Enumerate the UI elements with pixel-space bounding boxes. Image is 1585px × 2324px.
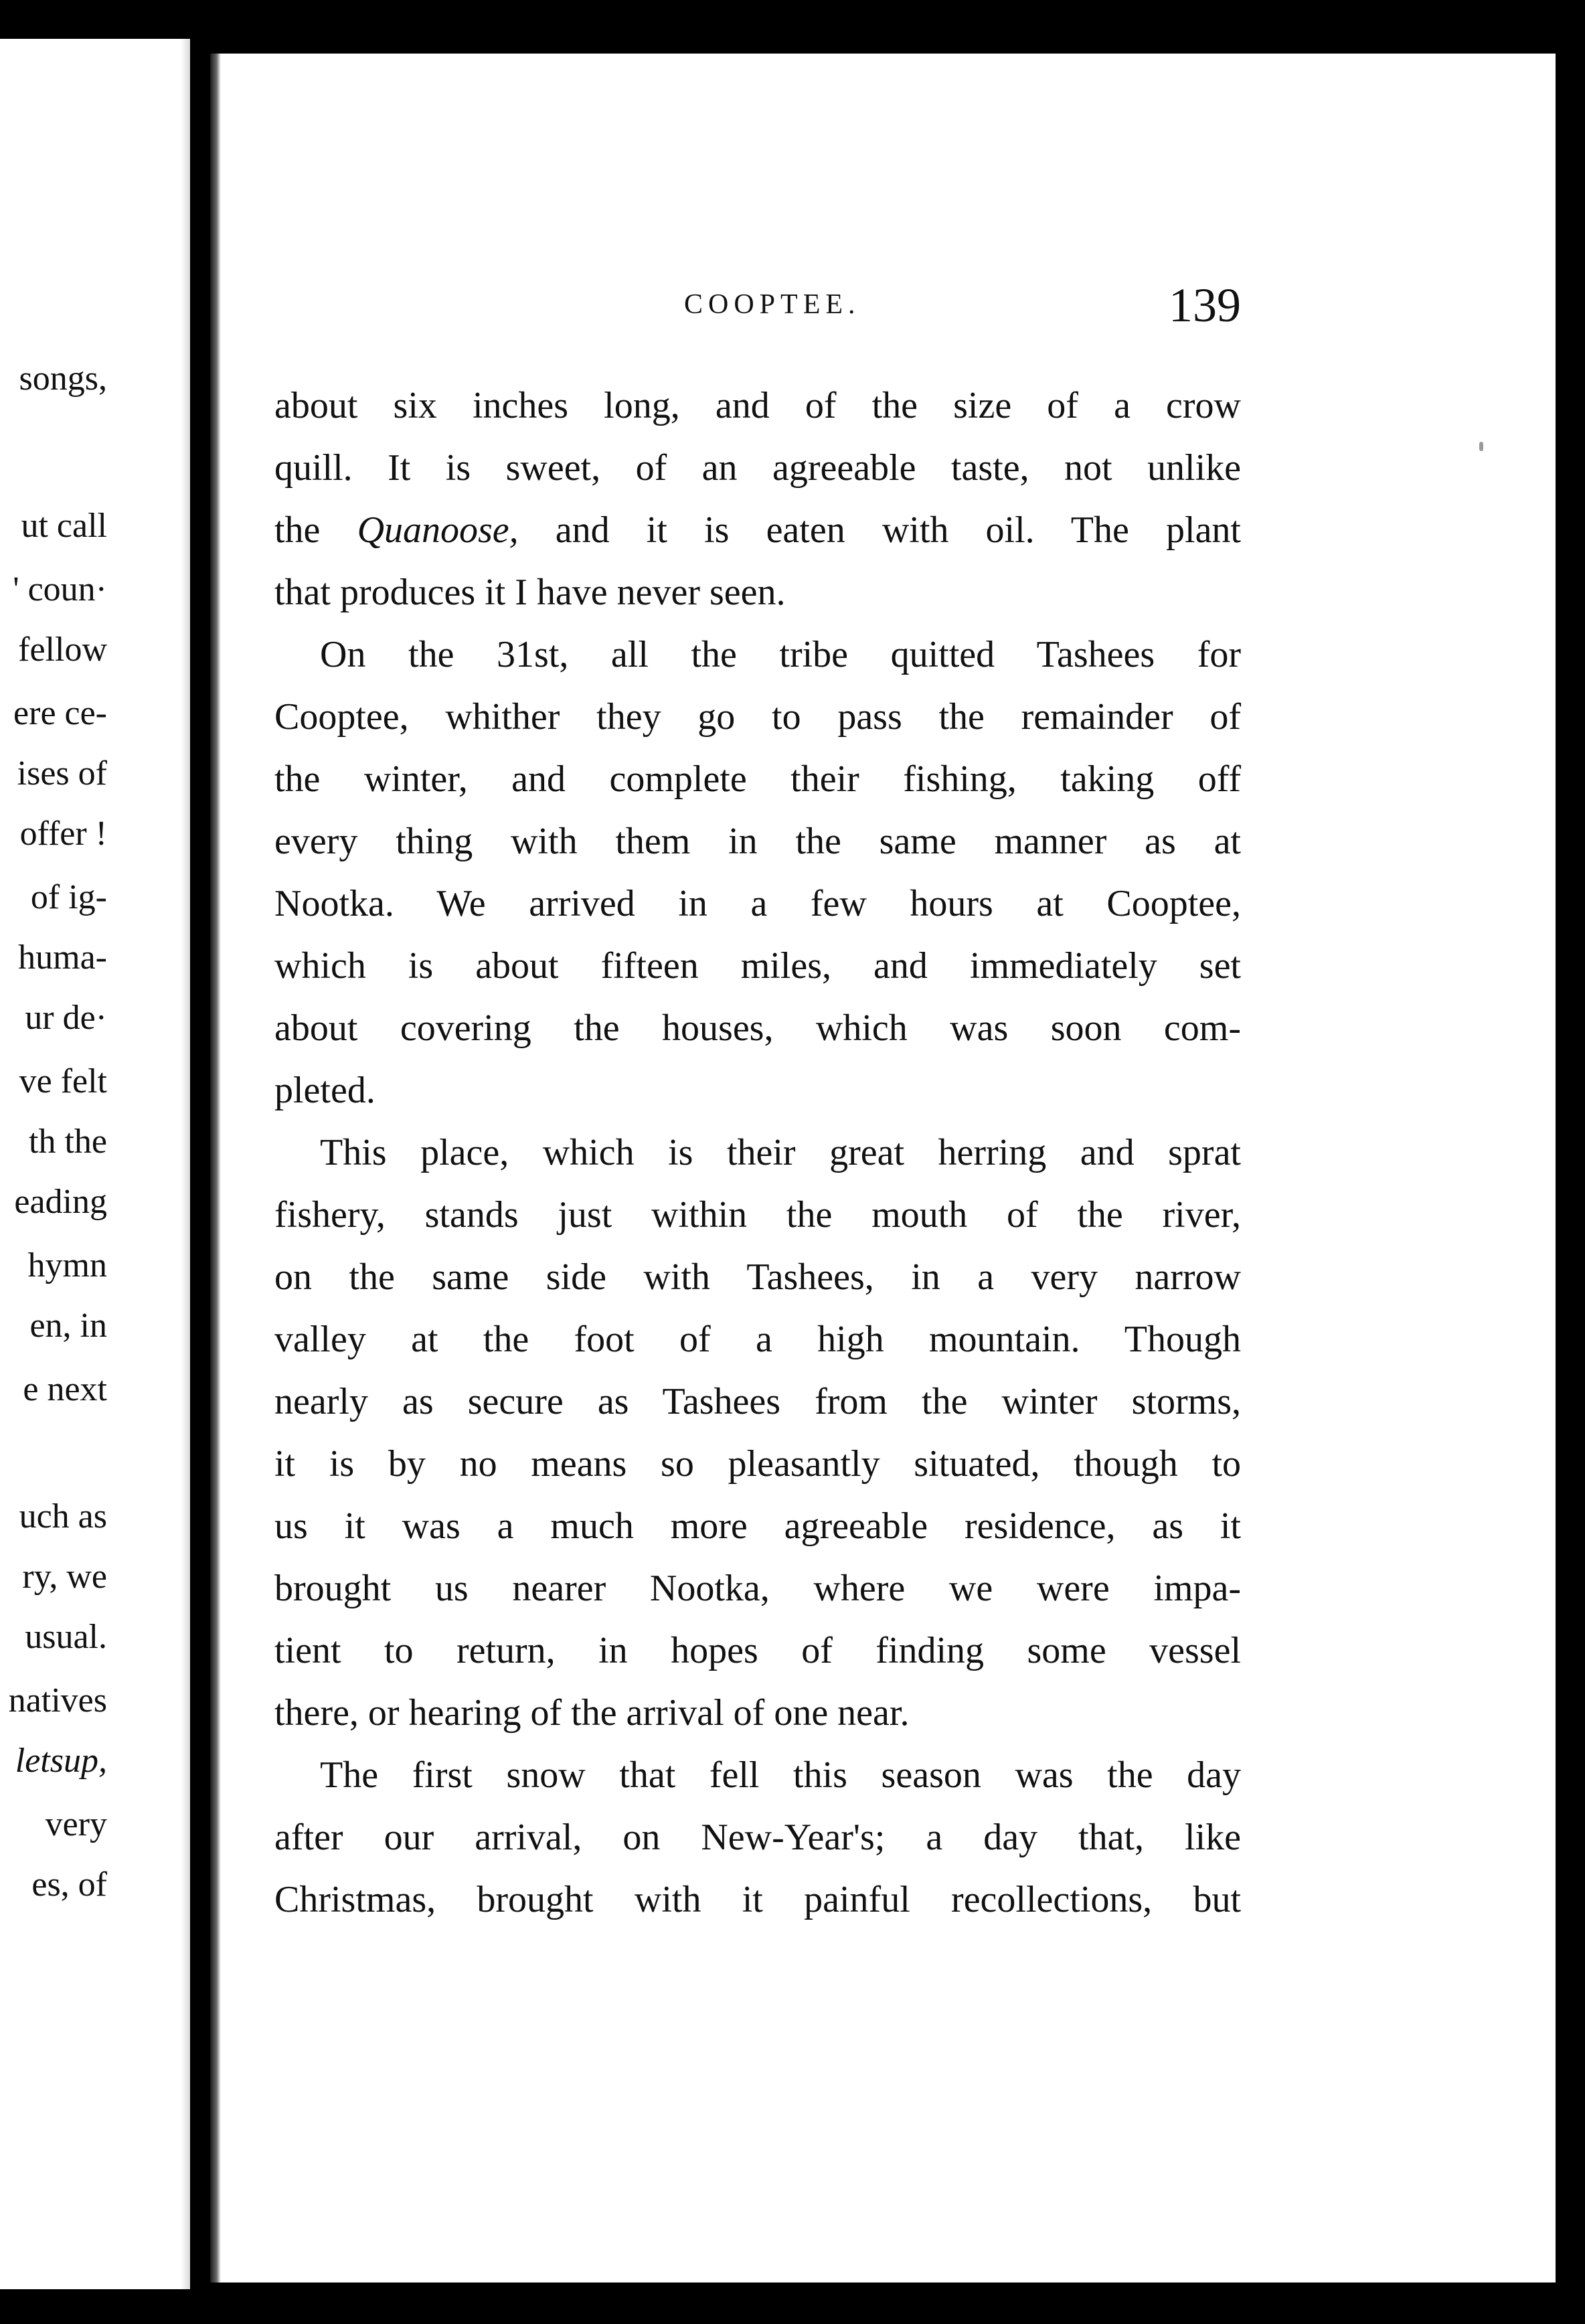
body-line: On the 31st, all the tribe quitted Tashees for xyxy=(320,634,1241,675)
body-line: every thing with them in the same manner as at xyxy=(274,821,1241,862)
left-page-line-fragment: ut call xyxy=(21,507,107,545)
body-line: us it was a much more agreeable residence, as it xyxy=(274,1505,1241,1547)
left-page-line-fragment: letsup, xyxy=(15,1742,107,1780)
left-page-line-fragment: usual. xyxy=(25,1618,107,1656)
body-line: there, or hearing of the arrival of one near. xyxy=(274,1692,910,1734)
left-page-line-fragment: very xyxy=(45,1805,107,1843)
body-line: it is by no means so pleasantly situated, though to xyxy=(274,1443,1241,1485)
body-line: quill. It is sweet, of an agreeable taste, not unlike xyxy=(274,447,1241,489)
left-page-line-fragment: ve felt xyxy=(19,1062,107,1100)
left-page-line-fragment: fellow xyxy=(18,631,107,669)
body-line: the winter, and complete their fishing, taking off xyxy=(274,758,1241,800)
body-line: fishery, stands just within the mouth of the river, xyxy=(274,1194,1241,1236)
left-page-line-fragment: ' coun· xyxy=(13,570,107,608)
body-line: on the same side with Tashees, in a very narrow xyxy=(274,1256,1241,1298)
left-page-line-fragment: of ig- xyxy=(30,878,107,916)
left-page-line-fragment: e next xyxy=(23,1370,107,1408)
body-line: valley at the foot of a high mountain. Though xyxy=(274,1319,1241,1360)
body-line: the Quanoose, and it is eaten with oil. The plant xyxy=(274,509,1241,551)
left-page-line-fragment: es, of xyxy=(31,1865,107,1904)
left-page-line-fragment: th the xyxy=(29,1123,107,1161)
left-page-line-fragment: huma- xyxy=(18,938,107,977)
left-page-line-fragment: natives xyxy=(8,1681,107,1720)
left-page-line-fragment: ises of xyxy=(17,754,107,793)
body-line: about six inches long, and of the size of a crow xyxy=(274,385,1241,426)
left-page-line-fragment: eading xyxy=(14,1183,107,1221)
body-line: about covering the houses, which was soon com- xyxy=(274,1007,1241,1049)
body-line: brought us nearer Nootka, where we were impa- xyxy=(274,1568,1241,1609)
body-line: after our arrival, on New-Year's; a day that, like xyxy=(274,1817,1241,1858)
page-spine-edge xyxy=(210,54,221,2282)
body-line: Cooptee, whither they go to pass the remainder of xyxy=(274,696,1241,738)
italic-word: Quanoose, xyxy=(357,509,519,551)
body-line: pleted. xyxy=(274,1070,376,1111)
left-page-line-fragment: ere ce- xyxy=(13,694,107,732)
page-number: 139 xyxy=(1169,278,1241,332)
body-text xyxy=(274,375,1241,1931)
body-line: that produces it I have never seen. xyxy=(274,572,786,613)
running-head: COOPTEE. xyxy=(684,289,861,320)
body-line: Christmas, brought with it painful recollections, but xyxy=(274,1879,1241,1920)
left-page-line-fragment: offer ! xyxy=(19,815,107,853)
left-page-line-fragment: en, in xyxy=(29,1307,107,1345)
body-line: nearly as secure as Tashees from the winter storms, xyxy=(274,1381,1241,1422)
left-page-line-fragment: hymn xyxy=(27,1246,107,1284)
right-page xyxy=(210,54,1556,2282)
left-page-line-fragment: songs, xyxy=(19,359,107,398)
body-line: which is about fifteen miles, and immediately set xyxy=(274,945,1241,987)
gutter-shadow xyxy=(181,39,190,2289)
body-line: Nootka. We arrived in a few hours at Cooptee, xyxy=(274,883,1241,924)
left-page-line-fragment: ry, we xyxy=(22,1558,107,1596)
left-page-line-fragment: ur de· xyxy=(25,999,107,1037)
left-page-line-fragment: uch as xyxy=(19,1497,107,1536)
body-line: tient to return, in hopes of finding some vessel xyxy=(274,1630,1241,1671)
body-line: The first snow that fell this season was the day xyxy=(320,1754,1241,1796)
paper-speck xyxy=(1479,442,1483,451)
body-line: This place, which is their great herring and sprat xyxy=(320,1132,1241,1173)
left-facing-page xyxy=(0,39,190,2289)
